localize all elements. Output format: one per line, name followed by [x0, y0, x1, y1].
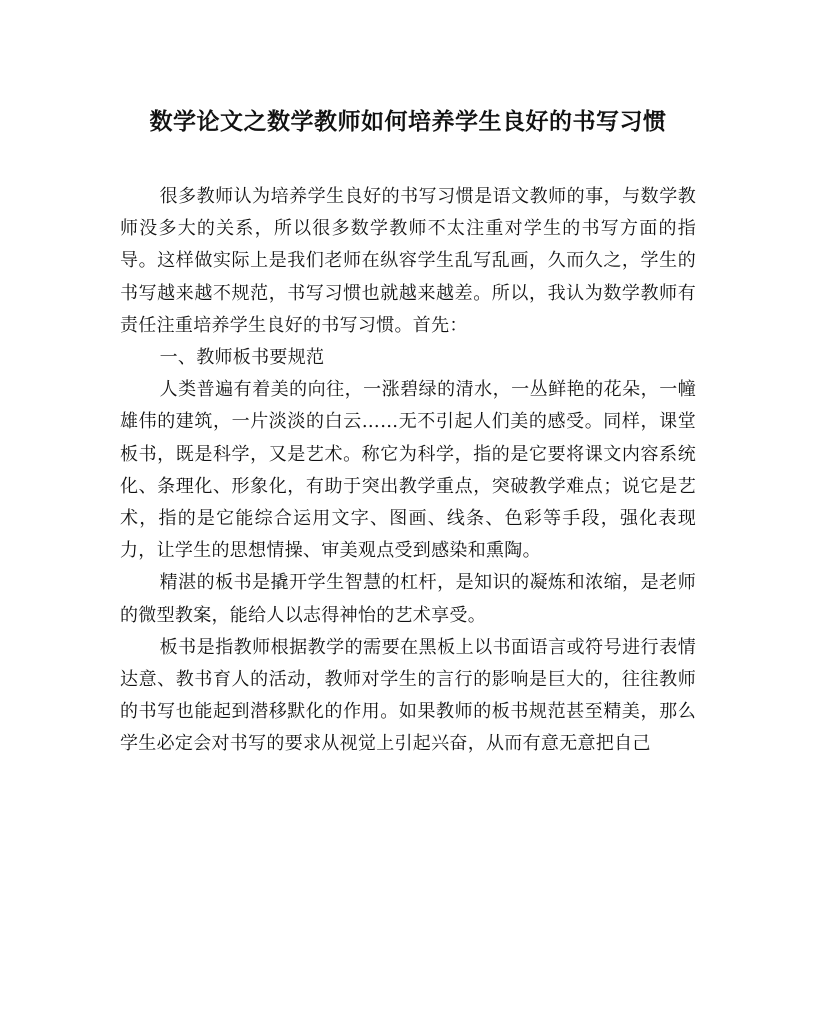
document-title: 数学论文之数学教师如何培养学生良好的书写习惯 [149, 108, 667, 135]
paragraph-definition: 板书是指教师根据教学的需要在黑板上以书面语言或符号进行表情达意、教书育人的活动，教师对学生的言行的影响是巨大的，往往教师的书写也能起到潜移默化的作用。如果教师的板书规范甚至精美，那么学生必定会对书写的要求从视觉上引起兴奋，从而有意无意把自己 [120, 636, 696, 755]
paragraph-beauty: 人类普遍有着美的向往，一涨碧绿的清水，一丛鲜艳的花朵，一幢雄伟的建筑，一片淡淡的白云……无不引起人们美的感受。同样，课堂板书，既是科学，又是艺术。称它为科学，指的是它要将课文内容系统化、条理化、形象化，有助于突出教学重点，突破教学难点；说它是艺术，指的是它能综合运用文字、图画、线条、色彩等手段，强化表现力，让学生的思想情操、审美观点受到感染和熏陶。 [120, 379, 696, 562]
paragraph-intro: 很多教师认为培养学生良好的书写习惯是语文教师的事，与数学教师没多大的关系，所以很多数学教师不太注重对学生的书写方面的指导。这样做实际上是我们老师在纵容学生乱写乱画，久而久之，学生的书写越来越不规范，书写习惯也就越来越差。所以，我认为数学教师有责任注重培养学生良好的书写习惯。首先： [120, 186, 696, 336]
section-heading: 一、教师板书要规范 [159, 347, 325, 369]
document-body [120, 181, 696, 761]
paragraph-lever: 精湛的板书是撬开学生智慧的杠杆，是知识的凝炼和浓缩，是老师的微型教案，能给人以志得神怡的艺术享受。 [120, 572, 696, 626]
